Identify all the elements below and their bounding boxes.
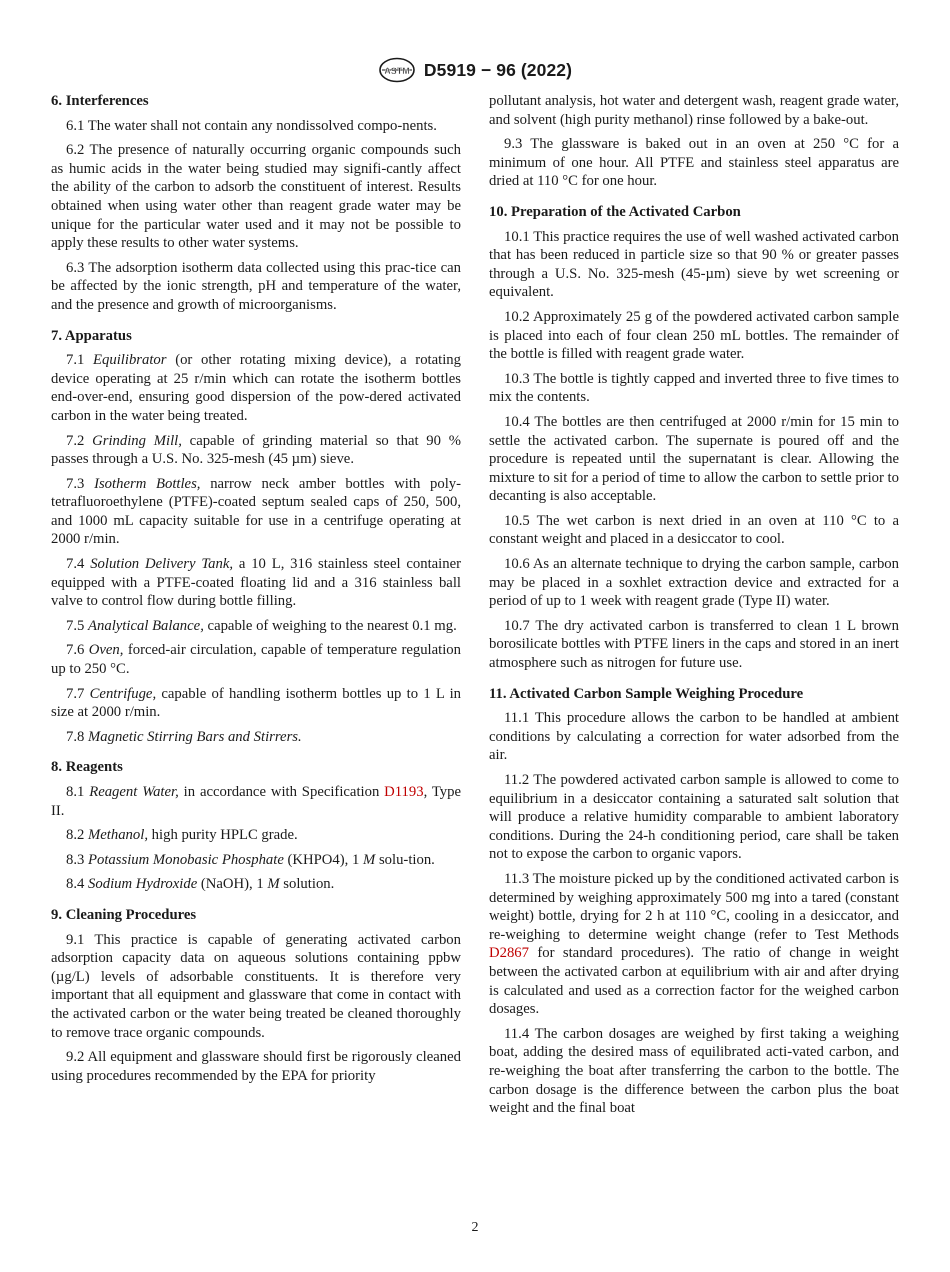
section-heading: 6. Interferences <box>51 93 149 109</box>
section-heading: 10. Preparation of the Activated Carbon <box>489 203 741 220</box>
svg-text:ASTM: ASTM <box>384 66 410 76</box>
paragraph: 7.2 Grinding Mill, capable of grinding material so that 90 % passes through a U.S. No. 325-mesh (45 µm) sieve. <box>51 432 461 468</box>
paragraph: 7.4 Solution Delivery Tank, a 10 L, 316 stainless steel container equipped with a PTFE-coated floating lid and a 316 stainless ball valve to control flow during bottle filling. <box>51 556 462 610</box>
paragraph: 8.4 Sodium Hydroxide (NaOH), 1 M solution. <box>66 876 335 893</box>
page-header <box>0 56 950 84</box>
paragraph: 8.3 Potassium Monobasic Phosphate (KHPO4), 1 M solu-tion. <box>66 851 435 868</box>
reference-link-d1193[interactable]: D1193 <box>384 784 424 800</box>
paragraph: 8.1 Reagent Water, in accordance with Specification D1193, Type II. <box>51 784 462 819</box>
section-heading: 8. Reagents <box>51 759 123 776</box>
paragraph: 11.3 The moisture picked up by the conditioned activated carbon is determined by weighing approximately 500 mg into a tared (constant weight) bottle, drying for 2 h at 110 °C, cooling in a desiccator, and re-weighing to determine weight change (refer to Test Methods D2867 for standard procedures). The ratio of change in weight between the activated carbon at equilibrium with air and after drying is calculated and used as a correction factor for the weighed carbon dosages. <box>489 870 899 1018</box>
right-column <box>489 92 899 1124</box>
paragraph: 7.5 Analytical Balance, capable of weighing to the nearest 0.1 mg. <box>66 617 457 634</box>
paragraph: 11.2 The powdered activated carbon sample is allowed to come to equilibrium in a desiccator containing a saturated salt solution that will produce a relative humidity comparable to ambient laboratory conditions. During the 24-h conditioning period, care shall be taken not to expose the carbon to organic vapors. <box>489 772 899 863</box>
paragraph: 11.1 This procedure allows the carbon to be handled at ambient conditions by calculating a correction for water adsorbed from the air. <box>489 710 899 764</box>
reference-link-d2867[interactable]: D2867 <box>489 945 529 962</box>
paragraph: 7.8 Magnetic Stirring Bars and Stirrers. <box>66 728 302 745</box>
astm-logo-icon <box>378 57 416 83</box>
paragraph: 9.1 This practice is capable of generating activated carbon adsorption capacity data on aqueous solutions containing ppbw (µg/L) levels of adsorbable constituents. It is therefore very important that all equipment and glassware that come in contact with the activated carbon or the water being treated be cleaned thoroughly to remove trace organic compounds. <box>51 931 461 1041</box>
paragraph: 10.2 Approximately 25 g of the powdered activated carbon sample is placed into each of four clean 250 mL bottles. The remainder of the bottle is filled with reagent grade water. <box>489 308 899 363</box>
page-number: 2 <box>471 1220 479 1235</box>
paragraph: 7.6 Oven, forced-air circulation, capable of temperature regulation up to 250 °C. <box>51 642 461 678</box>
paragraph-continuation: pollutant analysis, hot water and detergent wash, reagent grade water, and solvent (high purity methanol) rinse followed by a bake-out. <box>489 93 899 128</box>
paragraph: 7.7 Centrifuge, capable of handling isotherm bottles up to 1 L in size at 2000 r/min. <box>51 685 462 721</box>
paragraph: 9.2 All equipment and glassware should first be rigorously cleaned using procedures recommended by the EPA for priority <box>51 1049 461 1084</box>
section-heading: 7. Apparatus <box>51 327 132 344</box>
paragraph: 10.5 The wet carbon is next dried in an oven at 110 °C to a constant weight and placed in a desiccator to cool. <box>489 512 899 548</box>
standard-designation: D5919 − 96 (2022) <box>423 59 573 80</box>
paragraph: 7.3 Isotherm Bottles, narrow neck amber bottles with poly-tetrafluoroethylene (PTFE)-coated septum sealed caps of 250, 500, and 1000 mL capacity suitable for use in a centrifuge operating at 2000 r/min. <box>51 475 462 548</box>
section-heading: 11. Activated Carbon Sample Weighing Procedure <box>489 685 804 702</box>
paragraph: 7.1 Equilibrator (or other rotating mixing device), a rotating device operating at 25 r/min which can rotate the isotherm bottles end-over-end, ensuring good dispersion of the pow-dered activated carbon in the water being treated. <box>51 352 461 424</box>
paragraph: 8.2 Methanol, high purity HPLC grade. <box>66 827 298 844</box>
section-heading: 9. Cleaning Procedures <box>51 906 197 923</box>
paragraph: 6.3 The adsorption isotherm data collected using this prac-tice can be affected by the ionic strength, pH and temperature of the water, and the presence and growth of microorganisms. <box>51 259 461 313</box>
paragraph: 6.1 The water shall not contain any nondissolved compo-nents. <box>66 117 437 134</box>
paragraph: 10.7 The dry activated carbon is transferred to clean 1 L brown borosilicate bottles with PTFE liners in the caps and stored in an inert atmosphere such as nitrogen for future use. <box>489 617 899 672</box>
paragraph: 10.3 The bottle is tightly capped and inverted three to five times to mix the contents. <box>489 370 899 406</box>
paragraph: 10.6 As an alternate technique to drying the carbon sample, carbon may be placed in a soxhlet extraction device and extracted for a period of up to 1 week with reagent grade (Type II) water. <box>489 556 899 610</box>
paragraph: 10.4 The bottles are then centrifuged at 2000 r/min for 15 min to settle the activated carbon. The supernate is poured off and the procedure is repeated until the supernatant is clear. Allowing the mixture to sit for a period of time to allow the carbon to settle prior to decanting is also acceptable. <box>489 413 899 505</box>
paragraph: 6.2 The presence of naturally occurring organic compounds such as humic acids in the water being studied may signifi-cantly affect the ability of the carbon to adsorb the constituent of interest. Results obtained when using water other than reagent grade water may be unique for the particular water used and it may not be possible to apply these results to other water systems. <box>51 142 461 252</box>
paragraph: 11.4 The carbon dosages are weighed by first taking a weighing boat, adding the desired mass of equilibrated acti-vated carbon, and re-weighing the boat after transferring the carbon to the bottle. The carbon dosage is the difference between the carbon plus the boat weight and the final boat <box>489 1025 899 1117</box>
paragraph: 10.1 This practice requires the use of well washed activated carbon that has been reduced in particle size so that 90 % or greater passes through a U.S. No. 325-mesh (45-µm) sieve by wet screening or equivalent. <box>489 228 899 301</box>
paragraph: 9.3 The glassware is baked out in an oven at 250 °C for a minimum of one hour. All PTFE and stainless steel apparatus are dried at 110 °C for one hour. <box>489 136 899 190</box>
left-column <box>51 92 461 1091</box>
